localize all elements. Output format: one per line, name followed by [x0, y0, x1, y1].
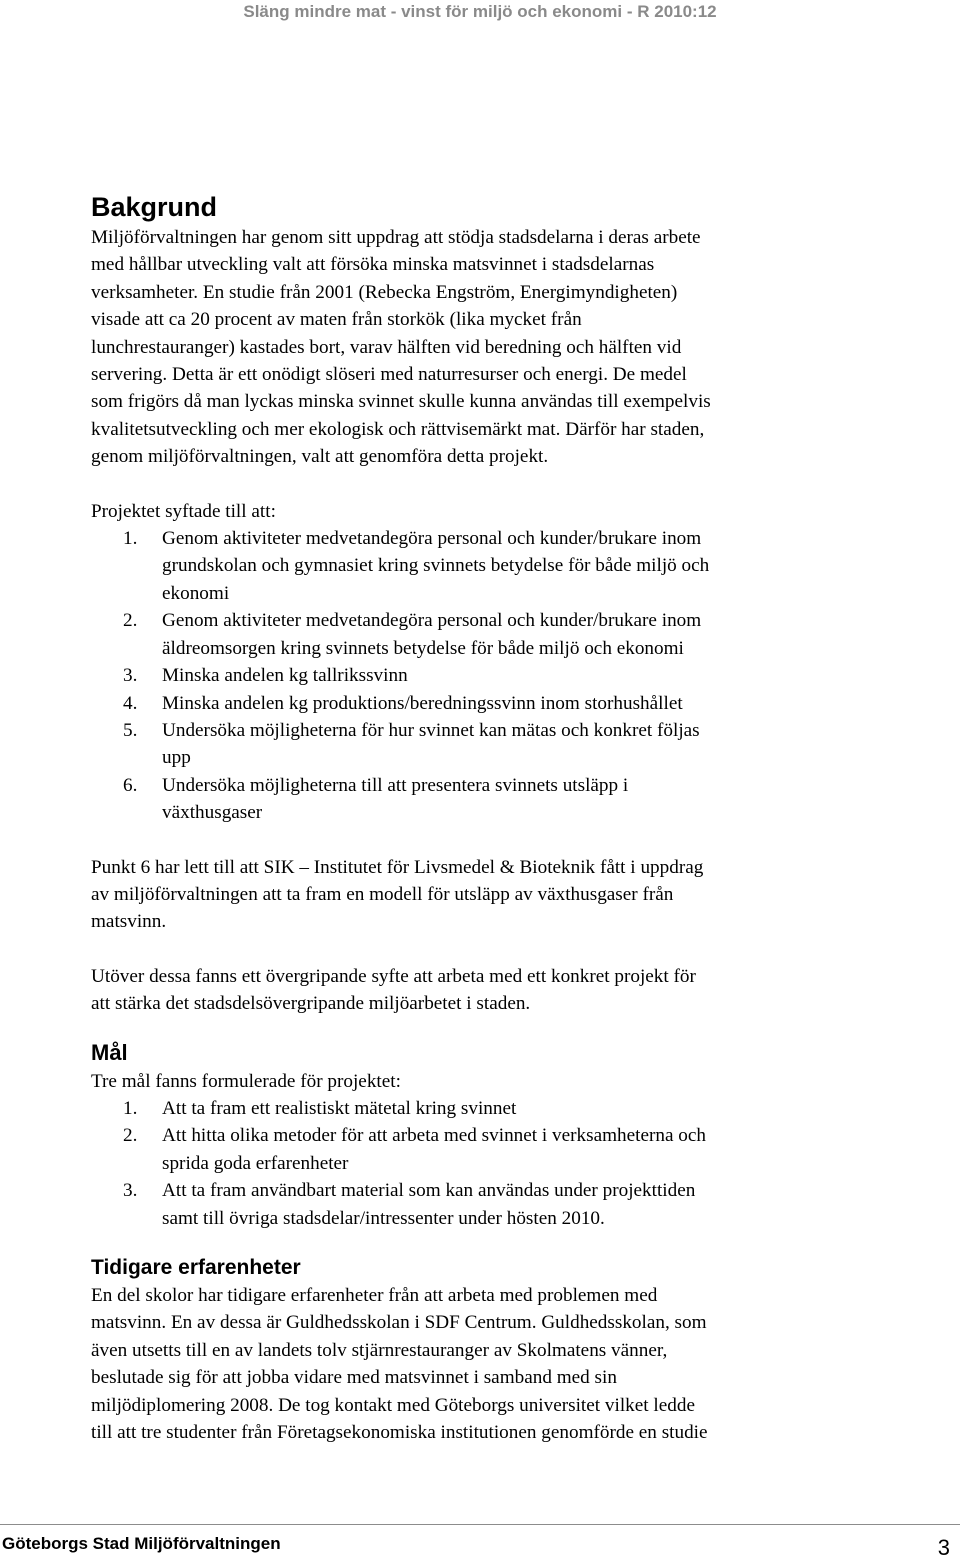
list-item-text: Att ta fram användbart material som kan användas under projekttiden — [162, 1180, 696, 1202]
list-item — [91, 717, 871, 772]
text-line: En del skolor har tidigare erfarenheter från att arbeta med problemen med — [91, 1285, 658, 1306]
list-item-text: äldreomsorgen kring svinnets betydelse för både miljö och ekonomi — [162, 637, 684, 659]
document-body — [91, 190, 871, 1446]
list-item — [91, 662, 871, 689]
list-item — [91, 607, 871, 662]
running-header: Släng mindre mat - vinst för miljö och ekonomi - R 2010:12 — [243, 2, 717, 21]
list-item — [91, 525, 871, 607]
list-item — [91, 772, 871, 827]
aims-intro: Projektet syftade till att: — [91, 500, 276, 522]
list-item-text: sprida goda erfarenheter — [162, 1152, 349, 1174]
aims-list — [91, 525, 871, 826]
list-item-text: ekonomi — [162, 582, 230, 604]
text-line: genom miljöförvaltningen, valt att genomföra detta projekt. — [91, 446, 549, 468]
heading-mal: Mål — [91, 1039, 128, 1065]
list-item-text: samt till övriga stadsdelar/intressenter under hösten 2010. — [162, 1207, 605, 1229]
list-item-text: Undersöka möjligheterna för hur svinnet kan mätas och konkret följas — [162, 719, 700, 741]
list-number: 2. — [123, 1125, 138, 1147]
text-line: lunchrestauranger) kastades bort, varav hälften vid beredning och hälften vid — [91, 336, 682, 358]
list-number: 4. — [123, 692, 138, 714]
list-item-text: Minska andelen kg tallrikssvinn — [162, 665, 408, 687]
heading-tidigare-erfarenheter: Tidigare erfarenheter — [91, 1256, 301, 1279]
footer-divider — [0, 1524, 960, 1525]
list-item-text: växthusgaser — [162, 802, 263, 824]
list-number: 1. — [123, 1097, 138, 1119]
text-line: även utsetts till en av landets tolv stjärnrestauranger av Skolmatens vänner, — [91, 1339, 668, 1361]
list-item-text: Genom aktiviteter medvetandegöra personal och kunder/brukare inom — [162, 528, 702, 550]
list-number: 2. — [123, 610, 138, 632]
text-line: Punkt 6 har lett till att SIK – Institutet för Livsmedel & Bioteknik fått i uppdrag — [91, 856, 704, 878]
page-number: 3 — [937, 1535, 950, 1560]
text-line: med hållbar utveckling valt att försöka minska matsvinnet i stadsdelarnas — [91, 254, 655, 276]
text-line: av miljöförvaltningen att ta fram en modell för utsläpp av växthusgaser från — [91, 883, 674, 905]
list-item — [91, 690, 871, 717]
text-line: verksamheter. En studie från 2001 (Rebecka Engström, Energimyndigheten) — [91, 281, 678, 303]
footer-organization: Göteborgs Stad Miljöförvaltningen — [2, 1534, 281, 1553]
text-line: att stärka det stadsdelsövergripande miljöarbetet i staden. — [91, 993, 531, 1015]
text-line: miljödiplomering 2008. De tog kontakt med Göteborgs universitet vilket ledde — [91, 1394, 695, 1416]
list-item-text: upp — [162, 747, 191, 769]
bakgrund-paragraph — [91, 224, 871, 471]
text-line: matsvinn. — [91, 911, 167, 933]
goals-list — [91, 1095, 871, 1232]
text-line: till att tre studenter från Företagsekonomiska institutionen genomförde en studie — [91, 1422, 708, 1444]
text-line: Miljöförvaltningen har genom sitt uppdrag att stödja stadsdelarna i deras arbete — [91, 227, 701, 248]
list-item-text: grundskolan och gymnasiet kring svinnets betydelse för både miljö och — [162, 555, 710, 577]
text-line: matsvinn. En av dessa är Guldhedsskolan i SDF Centrum. Guldhedsskolan, som — [91, 1312, 707, 1334]
list-item-text: Att ta fram ett realistiskt mätetal kring svinnet — [162, 1097, 517, 1119]
list-item-text: Att hitta olika metoder för att arbeta med svinnet i verksamheterna och — [162, 1125, 706, 1147]
list-number: 6. — [123, 774, 138, 796]
list-item — [91, 1122, 871, 1177]
heading-bakgrund: Bakgrund — [91, 192, 218, 222]
goals-intro: Tre mål fanns formulerade för projektet: — [91, 1070, 401, 1092]
list-item-text: Undersöka möjligheterna till att presentera svinnets utsläpp i — [162, 774, 629, 796]
list-item — [91, 1177, 871, 1232]
list-number: 3. — [123, 665, 138, 687]
list-item — [91, 1095, 871, 1122]
text-line: Utöver dessa fanns ett övergripande syfte att arbeta med ett konkret projekt för — [91, 965, 696, 987]
tidigare-paragraph — [91, 1282, 871, 1446]
text-line: kvalitetsutveckling och mer ekologisk och rättvisemärkt mat. Därför har staden, — [91, 418, 705, 440]
text-line: som frigörs då man lyckas minska svinnet skulle kunna användas till exempelvis — [91, 391, 711, 413]
list-item-text: Genom aktiviteter medvetandegöra personal och kunder/brukare inom — [162, 610, 702, 632]
list-number: 5. — [123, 719, 138, 741]
list-item-text: Minska andelen kg produktions/beredningssvinn inom storhushållet — [162, 692, 683, 714]
list-number: 3. — [123, 1180, 138, 1202]
text-line: visade att ca 20 procent av maten från storkök (lika mycket från — [91, 309, 582, 331]
list-number: 1. — [123, 528, 138, 550]
punkt6-paragraph — [91, 854, 871, 936]
text-line: beslutade sig för att jobba vidare med matsvinnet i samband med sin — [91, 1367, 617, 1389]
text-line: servering. Detta är ett onödigt slöseri med naturresurser och energi. De medel — [91, 364, 687, 386]
utover-paragraph — [91, 963, 871, 1018]
